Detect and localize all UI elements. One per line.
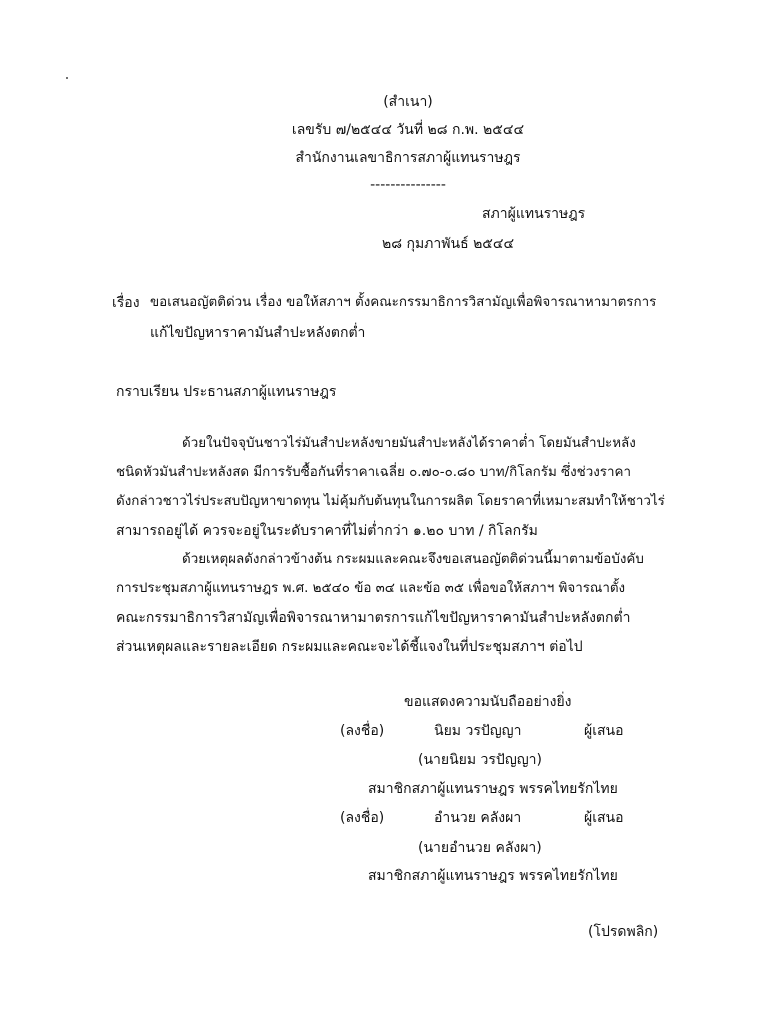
body-line: สามารถอยู่ได้ ควรจะอยู่ในระดับราคาที่ไม่ต่ำกว่า ๑.๒๐ บาท / กิโลกรัม	[116, 523, 538, 539]
subject-label: เรื่อง	[112, 295, 140, 311]
signatory-position: สมาชิกสภาผู้แทนราษฎร พรรคไทยรักไทย	[368, 781, 618, 797]
signatory-role: ผู้เสนอ	[584, 723, 624, 739]
body-line: ชนิดหัวมันสำปะหลังสด มีการรับซื้อกันที่ราคาเฉลี่ย ๐.๗๐-๐.๘๐ บาท/กิโลกรัม ซึ่งช่วงราคา	[116, 465, 631, 480]
signature: นิยม วรปัญญา	[434, 723, 522, 739]
copy-label: (สำเนา)	[383, 94, 433, 110]
body-line: คณะกรรมาธิการวิสามัญเพื่อพิจารณาหามาตรการแก้ไขปัญหาราคามันสำปะหลังตกต่ำ	[116, 610, 631, 626]
receipt-line: เลขรับ ๗/๒๕๔๔ วันที่ ๒๘ ก.พ. ๒๕๔๔	[291, 122, 525, 138]
signature: อำนวย คลังผา	[434, 810, 522, 826]
sender-date: ๒๘ กุมภาพันธ์ ๒๕๔๔	[382, 236, 515, 252]
salutation: กราบเรียน ประธานสภาผู้แทนราษฎร	[116, 384, 337, 400]
body-line: ด้วยเหตุผลดังกล่าวข้างต้น กระผมและคณะจึงขอเสนอญัตติด่วนนี้มาตามข้อบังคับ	[182, 552, 644, 567]
scan-speck	[66, 77, 68, 79]
signatory-position: สมาชิกสภาผู้แทนราษฎร พรรคไทยรักไทย	[368, 868, 618, 884]
body-line: การประชุมสภาผู้แทนราษฎร พ.ศ. ๒๕๔๐ ข้อ ๓๔ และข้อ ๓๕ เพื่อขอให้สภาฯ พิจารณาตั้ง	[116, 581, 626, 596]
body-line: ด้วยในปัจจุบันชาวไร่มันสำปะหลังขายมันสำปะหลังได้ราคาต่ำ โดยมันสำปะหลัง	[182, 436, 636, 451]
body-line: ส่วนเหตุผลและรายละเอียด กระผมและคณะจะได้ชี้แจงในที่ประชุมสภาฯ ต่อไป	[116, 639, 583, 655]
subject-line-1: ขอเสนอญัตติด่วน เรื่อง ขอให้สภาฯ ตั้งคณะกรรมาธิการวิสามัญเพื่อพิจารณาหามาตรการ	[150, 295, 657, 310]
header-divider: ---------------	[370, 177, 446, 193]
signatory-role: ผู้เสนอ	[584, 810, 624, 826]
signatory-full-name: (นายนิยม วรปัญญา)	[418, 752, 542, 768]
sender-place: สภาผู้แทนราษฎร	[482, 206, 586, 222]
closing-phrase: ขอแสดงความนับถืออย่างยิ่ง	[404, 694, 572, 710]
office-name: สำนักงานเลขาธิการสภาผู้แทนราษฎร	[295, 150, 521, 166]
sign-label: (ลงชื่อ)	[340, 723, 385, 739]
signatory-full-name: (นายอำนวย คลังผา)	[418, 840, 542, 856]
sign-label: (ลงชื่อ)	[340, 810, 385, 826]
turn-over-note: (โปรดพลิก)	[588, 924, 659, 940]
body-line: ดังกล่าวชาวไร่ประสบปัญหาขาดทุน ไม่คุ้มกับต้นทุนในการผลิต โดยราคาที่เหมาะสมทำให้ชาวไร่	[116, 494, 665, 509]
subject-line-2: แก้ไขปัญหาราคามันสำปะหลังตกต่ำ	[150, 325, 366, 341]
